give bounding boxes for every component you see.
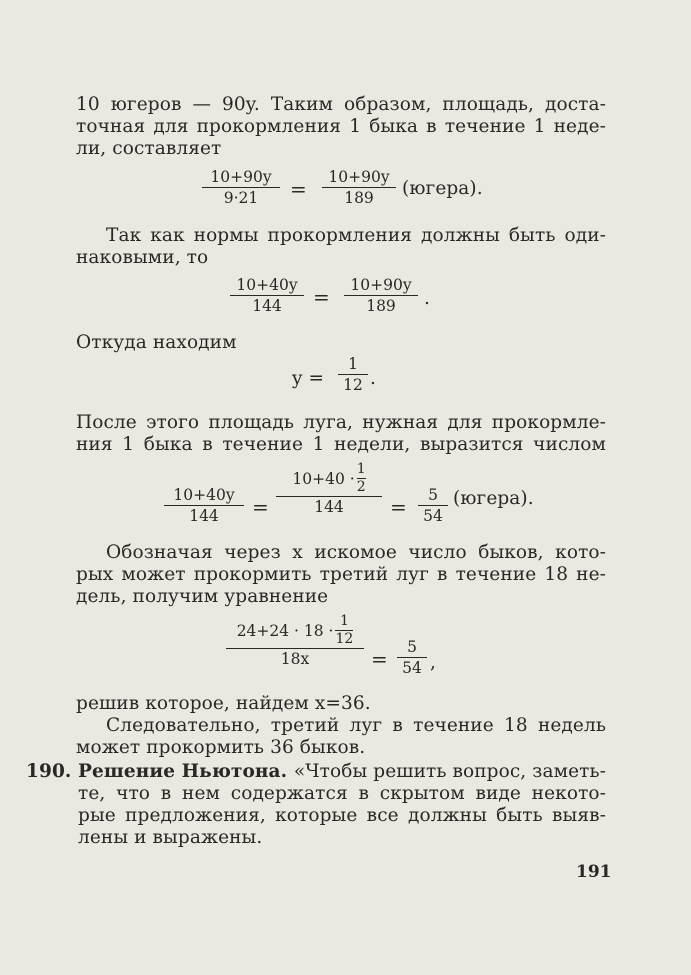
equals-sign: = — [390, 495, 407, 519]
punctuation: , — [430, 652, 436, 673]
equals-sign: = — [313, 285, 330, 309]
text-line: 10 югеров — 90y. Таким образом, площадь, доста- — [76, 94, 606, 115]
fraction: 5 54 — [418, 486, 448, 525]
text-line: рых может прокормить третий луг в течение 18 не- — [76, 564, 606, 585]
text-line: дель, получим уравнение — [76, 586, 329, 607]
fraction: 10+90y 9·21 — [202, 168, 280, 207]
equation-variable: y = — [292, 368, 325, 389]
text-line: рые предложения, которые все должны быть выяв- — [78, 805, 606, 826]
text-line: Так как нормы прокормления должны быть оди- — [106, 225, 606, 246]
text-line: Следовательно, третий луг в течение 18 недель — [106, 715, 606, 736]
fraction: 10+90y 189 — [344, 276, 418, 315]
equals-sign: = — [371, 647, 388, 671]
fraction: 5 54 — [397, 638, 427, 677]
text-line: наковыми, то — [76, 247, 209, 268]
text-line: может прокормить 36 быков. — [76, 737, 366, 758]
fraction: 1 12 — [338, 355, 368, 394]
fraction: 10+40y 144 — [230, 276, 304, 315]
unit-label: (югера). — [453, 488, 534, 509]
problem-first-line — [78, 761, 606, 783]
text-line: ния 1 быка в течение 1 недели, выразится числом — [76, 434, 606, 455]
text-line: решив которое, найдем x=36. — [76, 693, 371, 714]
text-line: точная для прокормления 1 быка в течение 1 неде- — [76, 116, 606, 137]
unit-label: (югера). — [402, 178, 483, 199]
text-line: После этого площадь луга, нужная для прокормле- — [76, 412, 606, 433]
fraction: 10+40 · 1 2 144 — [276, 462, 382, 516]
fraction: 10+90y 189 — [322, 168, 396, 207]
text-line: те, что в нем содержатся в скрытом виде некото- — [78, 783, 606, 804]
equals-sign: = — [290, 177, 307, 201]
problem-heading: Решение Ньютона. — [78, 761, 288, 782]
fraction: 10+40y 144 — [164, 486, 244, 525]
page-number: 191 — [576, 862, 612, 882]
text-line: Обозначая через x искомое число быков, кото- — [106, 542, 606, 563]
text-line: лены и выражены. — [78, 827, 263, 848]
equals-sign: = — [252, 495, 269, 519]
text-line: ли, составляет — [76, 138, 222, 159]
problem-number: 190. — [26, 761, 72, 782]
text-line: Откуда находим — [76, 332, 237, 353]
punctuation: . — [370, 368, 376, 389]
fraction: 24+24 · 18 · 1 12 18x — [226, 614, 364, 668]
punctuation: . — [424, 288, 430, 309]
text-line: «Чтобы решить вопрос, заметь- — [293, 761, 606, 782]
